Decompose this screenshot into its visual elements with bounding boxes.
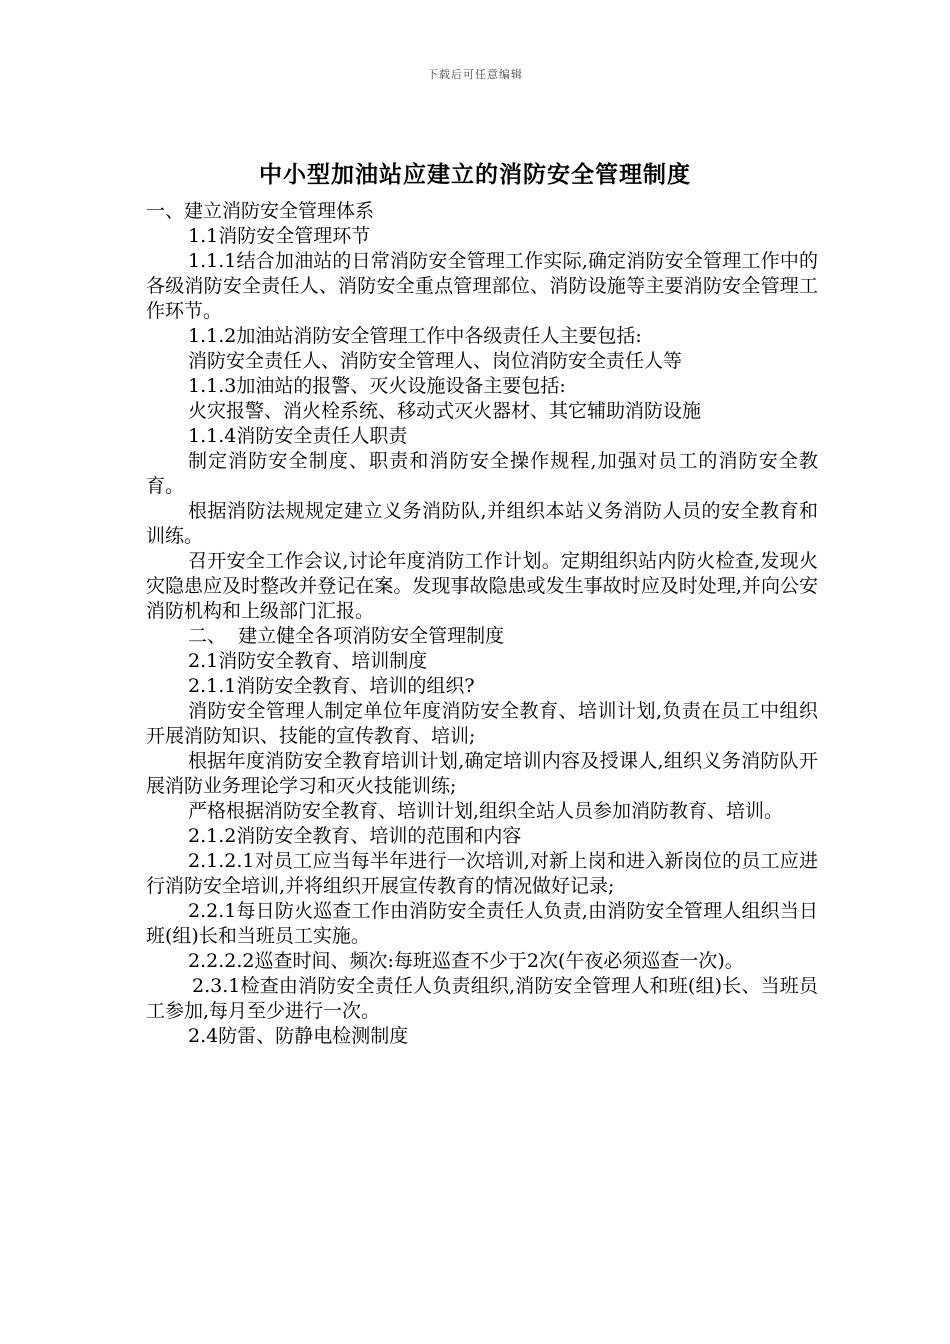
paragraph: 消防安全管理人制定单位年度消防安全教育、培训计划,负责在员工中组织开展消防知识、技能的宣传教育、培训; xyxy=(146,700,818,747)
paragraph: 1.1.4消防安全责任人职责 xyxy=(188,425,408,447)
paragraph: 2.2.1每日防火巡查工作由消防安全责任人负责,由消防安全管理人组织当日班(组)长和当班员工实施。 xyxy=(146,900,818,947)
paragraph: 火灾报警、消火栓系统、移动式灭火器材、其它辅助消防设施 xyxy=(188,400,702,422)
subsection-heading: 1.1消防安全管理环节 xyxy=(188,225,371,247)
paragraph: 1.1.1结合加油站的日常消防安全管理工作实际,确定消防安全管理工作中的各级消防安全责任人、消防安全重点管理部位、消防设施等主要消防安全管理工作环节。 xyxy=(146,250,818,322)
paragraph: 2.1.2消防安全教育、培训的范围和内容 xyxy=(188,825,522,847)
paragraph: 召开安全工作会议,讨论年度消防工作计划。定期组织站内防火检查,发现火灾隐患应及时整改并登记在案。发现事故隐患或发生事故时应及时处理,并向公安消防机构和上级部门汇报。 xyxy=(146,550,818,622)
document-title: 中小型加油站应建立的消防安全管理制度 xyxy=(259,162,691,188)
page-header-note: 下载后可任意编辑 xyxy=(427,68,523,81)
paragraph: 根据年度消防安全教育培训计划,确定培训内容及授课人,组织义务消防队开展消防业务理论学习和灭火技能训练; xyxy=(146,750,818,797)
paragraph: 严格根据消防安全教育、培训计划,组织全站人员参加消防教育、培训。 xyxy=(188,800,784,822)
paragraph: 根据消防法规规定建立义务消防队,并组织本站义务消防人员的安全教育和训练。 xyxy=(146,500,818,547)
paragraph: 1.1.2加油站消防安全管理工作中各级责任人主要包括: xyxy=(188,325,642,347)
paragraph: 2.1.2.1对员工应当每半年进行一次培训,对新上岗和进入新岗位的员工应进行消防安全培训,并将组织开展宣传教育的情况做好记录; xyxy=(146,850,818,897)
paragraph: 1.1.3加油站的报警、灭火设施设备主要包括: xyxy=(188,375,566,397)
paragraph: 2.4防雷、防静电检测制度 xyxy=(188,1025,409,1047)
paragraph: 2.3.1检查由消防安全责任人负责组织,消防安全管理人和班(组)长、当班员工参加,每月至少进行一次。 xyxy=(146,975,818,1022)
paragraph: 制定消防安全制度、职责和消防安全操作规程,加强对员工的消防安全教育。 xyxy=(146,450,818,497)
section-heading-2: 二、 建立健全各项消防安全管理制度 xyxy=(188,625,505,647)
paragraph: 消防安全责任人、消防安全管理人、岗位消防安全责任人等 xyxy=(188,350,683,372)
paragraph: 2.2.2.2巡查时间、频次:每班巡查不少于2次(午夜必须巡查一次)。 xyxy=(188,950,744,972)
subsection-heading: 2.1消防安全教育、培训制度 xyxy=(188,650,428,672)
paragraph: 2.1.1消防安全教育、培训的组织? xyxy=(188,675,475,697)
document-body xyxy=(146,199,818,1049)
section-heading-1: 一、建立消防安全管理体系 xyxy=(146,200,375,222)
